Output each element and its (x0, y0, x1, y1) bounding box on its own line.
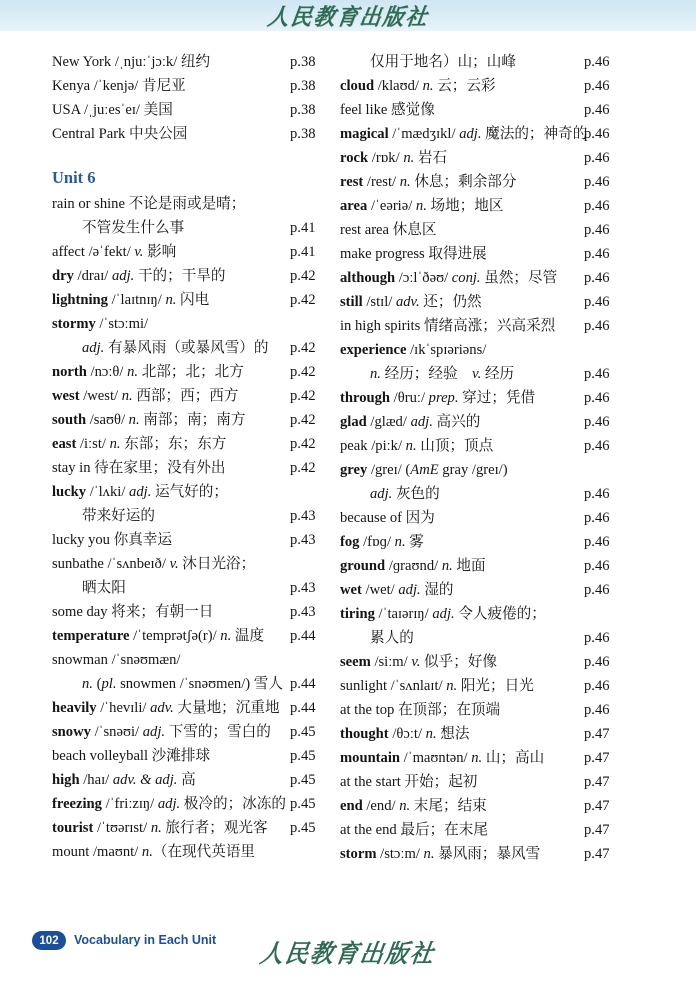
vocabulary-entry (52, 50, 342, 74)
entry-page-number: p.46 (584, 558, 610, 574)
vocabulary-entry (52, 768, 342, 792)
entry-text: because of 因为 (340, 510, 435, 526)
unit-heading: Unit 6 (52, 168, 96, 187)
entry-page-number: p.45 (290, 772, 316, 788)
entry-page-number: p.38 (290, 102, 316, 118)
entry-text: 不管发生什么事 (82, 220, 185, 236)
vocabulary-entry (340, 482, 650, 506)
vocabulary-entry (340, 386, 650, 410)
vocabulary-entry (52, 672, 342, 696)
entry-text: north /nɔːθ/ n. 北部；北；北方 (52, 364, 244, 380)
entry-text: adj. 有暴风雨（或暴风雪）的 (82, 340, 269, 356)
vocabulary-entry (52, 312, 342, 336)
vocabulary-entry (340, 362, 650, 386)
entry-text: wet /wet/ adj. 湿的 (340, 582, 454, 598)
vocabulary-column-left (52, 50, 342, 864)
entry-page-number: p.46 (584, 486, 610, 502)
entry-text: sunlight /ˈsʌnlaɪt/ n. 阳光；日光 (340, 678, 534, 694)
vocabulary-entry (340, 698, 650, 722)
vocabulary-entry (340, 122, 650, 146)
vocabulary-entry (340, 266, 650, 290)
entry-page-number: p.42 (290, 412, 316, 428)
publisher-logo-header: 人民教育出版社 (265, 3, 431, 30)
vocabulary-entry (340, 170, 650, 194)
entry-text: fog /fɒɡ/ n. 雾 (340, 534, 424, 550)
entry-page-number: p.46 (584, 222, 610, 238)
vocabulary-entry (340, 434, 650, 458)
entry-text: 累人的 (370, 630, 414, 646)
vocabulary-entry (340, 650, 650, 674)
vocabulary-entry (340, 314, 650, 338)
entry-page-number: p.47 (584, 798, 610, 814)
vocabulary-entry (340, 98, 650, 122)
entry-text: adj. 灰色的 (370, 486, 440, 502)
entry-page-number: p.46 (584, 678, 610, 694)
page-header-band (0, 0, 696, 31)
entry-text: stormy /ˈstɔːmi/ (52, 316, 149, 332)
vocabulary-entry (52, 74, 342, 98)
entry-page-number: p.46 (584, 414, 610, 430)
vocabulary-entry (340, 626, 650, 650)
vocabulary-entry (340, 50, 650, 74)
entry-text: heavily /ˈhevɪli/ adv. 大量地；沉重地 (52, 700, 280, 716)
entry-text: glad /glæd/ adj. 高兴的 (340, 414, 481, 430)
vocabulary-entry (52, 528, 342, 552)
vocabulary-entry (340, 554, 650, 578)
entry-page-number: p.38 (290, 54, 316, 70)
page-footer (0, 921, 696, 983)
entry-page-number: p.47 (584, 726, 610, 742)
vocabulary-entry (52, 552, 342, 576)
vocabulary-entry (340, 674, 650, 698)
entry-text: although /ɔːlˈðəʊ/ conj. 虽然；尽管 (340, 270, 558, 286)
entry-page-number: p.45 (290, 724, 316, 740)
entry-text: ground /ɡraʊnd/ n. 地面 (340, 558, 486, 574)
entry-page-number: p.46 (584, 150, 610, 166)
vocabulary-entry (52, 98, 342, 122)
entry-text: 带来好运的 (82, 508, 155, 524)
vocabulary-entry (52, 360, 342, 384)
entry-page-number: p.46 (584, 198, 610, 214)
vocabulary-entry (52, 480, 342, 504)
vocabulary-entry (52, 648, 342, 672)
entry-page-number: p.46 (584, 510, 610, 526)
entry-page-number: p.46 (584, 318, 610, 334)
vocabulary-entry (340, 530, 650, 554)
entry-text: stay in 待在家里；没有外出 (52, 460, 226, 476)
entry-text: some day 将来；有朝一日 (52, 604, 214, 620)
entry-text: at the top 在顶部；在顶端 (340, 702, 501, 718)
entry-page-number: p.46 (584, 366, 610, 382)
entry-text: 晒太阳 (82, 580, 126, 596)
entry-page-number: p.45 (290, 820, 316, 836)
vocabulary-entry (340, 722, 650, 746)
vocabulary-entry (52, 792, 342, 816)
entry-page-number: p.42 (290, 364, 316, 380)
vocabulary-column-right (340, 50, 650, 866)
entry-text: rest /rest/ n. 休息；剩余部分 (340, 174, 517, 190)
entry-page-number: p.46 (584, 582, 610, 598)
vocabulary-entry (52, 432, 342, 456)
section-spacer (52, 146, 342, 158)
entry-page-number: p.42 (290, 340, 316, 356)
entry-text: high /haɪ/ adv. & adj. 高 (52, 772, 196, 788)
entry-page-number: p.38 (290, 126, 316, 142)
entry-text: mount /maʊnt/ n.（在现代英语里 (52, 844, 256, 860)
entry-page-number: p.42 (290, 436, 316, 452)
entry-page-number: p.44 (290, 628, 316, 644)
vocabulary-entry (52, 624, 342, 648)
entry-text: area /ˈeəriə/ n. 场地；地区 (340, 198, 504, 214)
entry-text: at the end 最后；在末尾 (340, 822, 488, 838)
page-number-badge: 102 (32, 931, 66, 950)
entry-page-number: p.46 (584, 390, 610, 406)
vocabulary-entry (52, 408, 342, 432)
entry-text: tiring /ˈtaɪərɪŋ/ adj. 令人疲倦的； (340, 606, 546, 622)
vocabulary-entry (340, 74, 650, 98)
entry-text: snowman /ˈsnəʊmæn/ (52, 652, 181, 668)
vocabulary-entry (340, 794, 650, 818)
entry-text: Kenya /ˈkenjə/ 肯尼亚 (52, 78, 186, 94)
vocabulary-entry (340, 578, 650, 602)
entry-page-number: p.42 (290, 460, 316, 476)
entry-text: grey /greɪ/ (AmE gray /greɪ/) (340, 462, 508, 478)
vocabulary-entry (340, 338, 650, 362)
vocabulary-entry (52, 122, 342, 146)
entry-text: tourist /ˈtʊərɪst/ n. 旅行者；观光客 (52, 820, 268, 836)
entry-text: USA /ˌjuːesˈeɪ/ 美国 (52, 102, 173, 118)
entry-page-number: p.41 (290, 220, 316, 236)
vocabulary-entry (340, 410, 650, 434)
vocabulary-entry (340, 242, 650, 266)
entry-text: freezing /ˈfriːzɪŋ/ adj. 极冷的；冰冻的 (52, 796, 286, 812)
entry-page-number: p.46 (584, 174, 610, 190)
entry-page-number: p.44 (290, 676, 316, 692)
entry-text: rain or shine 不论是雨或是晴； (52, 196, 246, 212)
entry-text: Central Park 中央公园 (52, 126, 188, 142)
vocabulary-entry (340, 842, 650, 866)
entry-text: peak /piːk/ n. 山顶；顶点 (340, 438, 494, 454)
entry-text: still /stɪl/ adv. 还；仍然 (340, 294, 482, 310)
vocabulary-entry (340, 770, 650, 794)
vocabulary-entry (52, 288, 342, 312)
entry-text: through /θruː/ prep. 穿过；凭借 (340, 390, 536, 406)
entry-text: temperature /ˈtemprətʃə(r)/ n. 温度 (52, 628, 265, 644)
entry-text: dry /draɪ/ adj. 干的；干旱的 (52, 268, 226, 284)
vocabulary-entry (52, 744, 342, 768)
entry-text: sunbathe /ˈsʌnbeɪð/ v. 沐日光浴； (52, 556, 256, 572)
vocabulary-entry (52, 840, 342, 864)
footer-section-title: Vocabulary in Each Unit (74, 933, 217, 947)
entry-page-number: p.46 (584, 246, 610, 262)
entry-text: storm /stɔːm/ n. 暴风雨；暴风雪 (340, 846, 541, 862)
vocabulary-entry (340, 290, 650, 314)
entry-text: affect /əˈfekt/ v. 影响 (52, 244, 177, 260)
entry-page-number: p.42 (290, 292, 316, 308)
vocabulary-entry (52, 816, 342, 840)
entry-page-number: p.41 (290, 244, 316, 260)
vocabulary-entry (340, 458, 650, 482)
entry-page-number: p.45 (290, 748, 316, 764)
vocabulary-entry (52, 264, 342, 288)
entry-page-number: p.38 (290, 78, 316, 94)
entry-page-number: p.46 (584, 534, 610, 550)
entry-text: snowy /ˈsnəʊi/ adj. 下雪的；雪白的 (52, 724, 271, 740)
entry-text: in high spirits 情绪高涨；兴高采烈 (340, 318, 556, 334)
vocabulary-entry (340, 218, 650, 242)
entry-page-number: p.43 (290, 532, 316, 548)
entry-text: feel like 感觉像 (340, 102, 435, 118)
entry-page-number: p.47 (584, 750, 610, 766)
entry-page-number: p.43 (290, 580, 316, 596)
entry-text: cloud /klaʊd/ n. 云；云彩 (340, 78, 496, 94)
entry-text: magical /ˈmædʒɪkl/ adj. 魔法的；神奇的 (340, 126, 588, 142)
vocabulary-entry (52, 504, 342, 528)
entry-text: lucky /ˈlʌki/ adj. 运气好的； (52, 484, 228, 500)
vocabulary-entry (52, 600, 342, 624)
entry-page-number: p.44 (290, 700, 316, 716)
vocabulary-entry (52, 720, 342, 744)
entry-page-number: p.47 (584, 846, 610, 862)
entry-page-number: p.46 (584, 78, 610, 94)
entry-page-number: p.43 (290, 604, 316, 620)
vocabulary-entry (52, 696, 342, 720)
entry-text: rock /rɒk/ n. 岩石 (340, 150, 448, 166)
vocabulary-entry (52, 456, 342, 480)
entry-text: n. (pl. snowmen /ˈsnəʊmen/) 雪人 (82, 676, 283, 692)
entry-page-number: p.46 (584, 126, 610, 142)
vocabulary-entry (340, 602, 650, 626)
entry-text: west /west/ n. 西部；西；西方 (52, 388, 239, 404)
entry-text: lightning /ˈlaɪtnɪŋ/ n. 闪电 (52, 292, 210, 308)
entry-text: New York /ˌnjuːˈjɔːk/ 纽约 (52, 54, 211, 70)
entry-page-number: p.47 (584, 774, 610, 790)
entry-page-number: p.46 (584, 438, 610, 454)
entry-page-number: p.46 (584, 654, 610, 670)
entry-page-number: p.45 (290, 796, 316, 812)
vocabulary-entry (52, 576, 342, 600)
entry-page-number: p.42 (290, 388, 316, 404)
vocabulary-entry (52, 336, 342, 360)
vocabulary-entry (340, 146, 650, 170)
entry-page-number: p.46 (584, 270, 610, 286)
entry-text: south /saʊθ/ n. 南部；南；南方 (52, 412, 246, 428)
entry-text: mountain /ˈmaʊntən/ n. 山；高山 (340, 750, 545, 766)
entry-text: seem /siːm/ v. 似乎；好像 (340, 654, 498, 670)
vocabulary-entry (52, 216, 342, 240)
entry-text: experience /ɪkˈspɪəriəns/ (340, 342, 487, 358)
entry-text: thought /θɔːt/ n. 想法 (340, 726, 470, 742)
entry-page-number: p.46 (584, 702, 610, 718)
vocabulary-entry (340, 746, 650, 770)
vocabulary-entry (52, 192, 342, 216)
entry-page-number: p.47 (584, 822, 610, 838)
entry-text: make progress 取得进展 (340, 246, 487, 262)
vocabulary-entry (340, 818, 650, 842)
vocabulary-entry (340, 194, 650, 218)
entry-page-number: p.46 (584, 102, 610, 118)
entry-page-number: p.46 (584, 294, 610, 310)
vocabulary-entry (340, 506, 650, 530)
vocabulary-entry (52, 240, 342, 264)
entry-text: lucky you 你真幸运 (52, 532, 172, 548)
entry-text: rest area 休息区 (340, 222, 437, 238)
entry-text: beach volleyball 沙滩排球 (52, 748, 211, 764)
entry-page-number: p.46 (584, 630, 610, 646)
entry-page-number: p.43 (290, 508, 316, 524)
publisher-logo-footer: 人民教育出版社 (258, 940, 438, 968)
entry-text: n. 经历；经验 v. 经历 (370, 366, 515, 382)
entry-page-number: p.42 (290, 268, 316, 284)
entry-text: 仅用于地名）山；山峰 (370, 54, 516, 70)
entry-text: east /iːst/ n. 东部；东；东方 (52, 436, 227, 452)
entry-text: at the start 开始；起初 (340, 774, 478, 790)
vocabulary-entry (52, 384, 342, 408)
entry-page-number: p.46 (584, 54, 610, 70)
entry-text: end /end/ n. 末尾；结束 (340, 798, 487, 814)
